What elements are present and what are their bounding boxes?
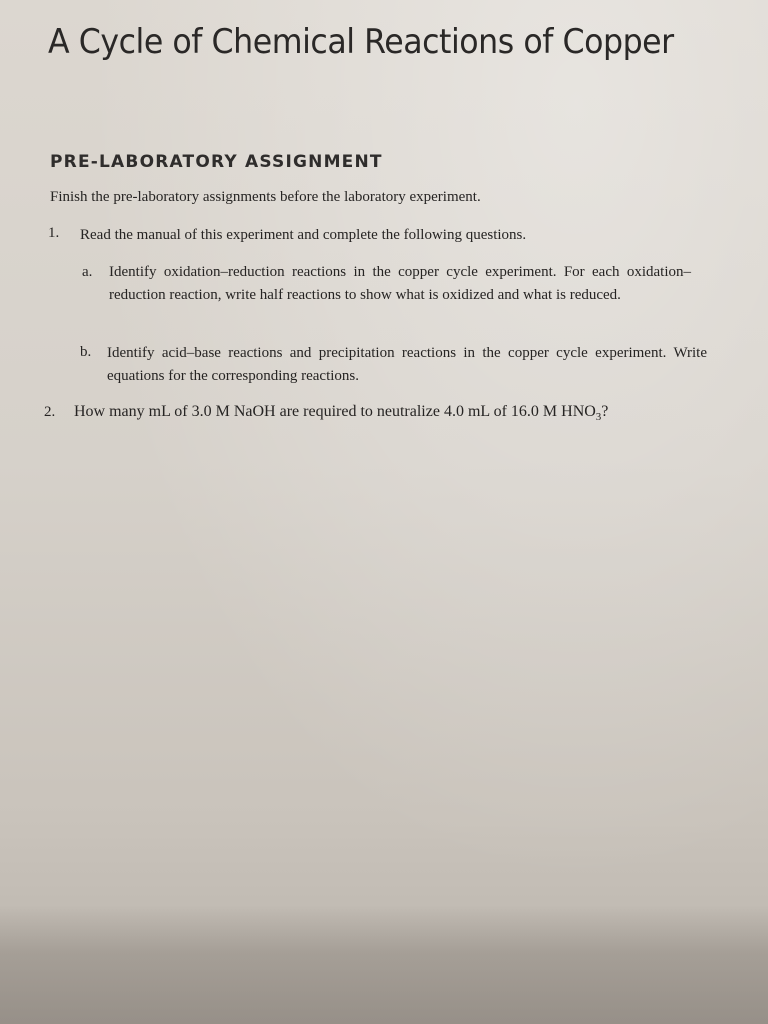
- section-heading: PRE-LABORATORY ASSIGNMENT: [50, 152, 383, 172]
- question-2-end: ?: [601, 403, 609, 420]
- question-1-text: Read the manual of this experiment and complete the following questions.: [80, 227, 527, 243]
- question-2-number: 2.: [44, 404, 56, 420]
- question-1-number: 1.: [48, 225, 60, 241]
- page-shadow: [0, 905, 768, 1024]
- question-1a-label: a.: [82, 264, 93, 280]
- intro-text: Finish the pre-laboratory assignments before the laboratory experiment.: [50, 189, 481, 205]
- question-1b-text: Identify acid–base reactions and precipitation reactions in the copper cycle experiment. Write equations for the corresponding reactions.: [107, 345, 707, 384]
- question-2-text: [74, 400, 608, 429]
- question-2-main: How many mL of 3.0 M NaOH are required to neutralize 4.0 mL of 16.0 M HNO: [74, 403, 596, 420]
- question-1b-label: b.: [80, 344, 92, 360]
- question-2-subscript: 3: [595, 411, 602, 424]
- document-title: A Cycle of Chemical Reactions of Copper: [48, 22, 674, 62]
- question-1a-text: Identify oxidation–reduction reactions in the copper cycle experiment. For each oxidation–reduction reaction, write half reactions to show what is oxidized and what is reduced.: [109, 264, 691, 303]
